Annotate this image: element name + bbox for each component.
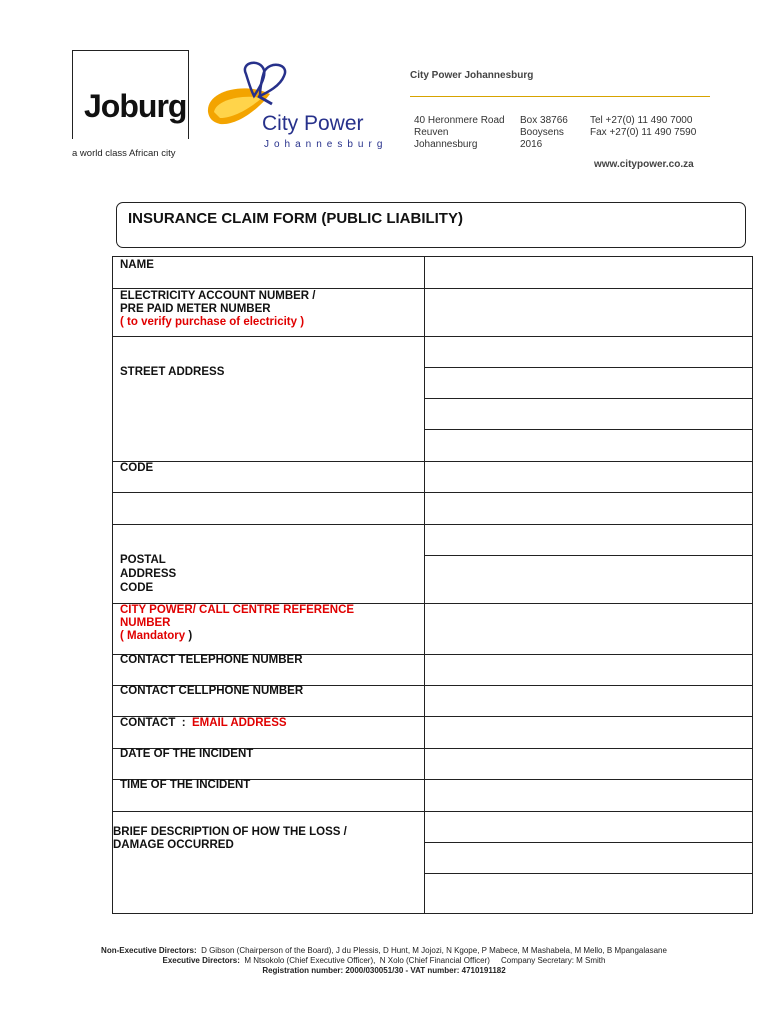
mandatory-note: ( Mandatory (120, 630, 186, 642)
joburg-logo: Joburg (84, 88, 187, 124)
reference-number-input[interactable] (425, 604, 751, 654)
postal-address-label: POSTAL ADDRESS CODE (120, 554, 177, 594)
description-input[interactable] (425, 812, 751, 912)
row-divider (112, 492, 752, 493)
code-label: CODE (120, 462, 154, 474)
email-input[interactable] (425, 717, 751, 748)
cellphone-input[interactable] (425, 686, 751, 716)
incident-date-label: DATE OF THE INCIDENT (120, 748, 254, 760)
email-label: CONTACT : EMAIL ADDRESS (120, 717, 287, 729)
incident-time-label: TIME OF THE INCIDENT (120, 779, 251, 791)
org-name: City Power Johannesburg (410, 70, 534, 81)
incident-time-input[interactable] (425, 780, 751, 811)
account-note: ( to verify purchase of electricity ) (120, 316, 305, 328)
street-address-input[interactable] (425, 337, 751, 461)
cellphone-label: CONTACT CELLPHONE NUMBER (120, 685, 304, 697)
account-number-input[interactable] (425, 289, 751, 336)
city-power-subtitle: Johannesburg (264, 139, 388, 150)
joburg-tagline: a world class African city (72, 148, 176, 159)
po-box-block: Box 38766 Booysens 2016 (520, 115, 568, 150)
tel-number: Tel +27(0) 11 490 7000 (590, 115, 693, 126)
incident-date-input[interactable] (425, 749, 751, 779)
website-link[interactable]: www.citypower.co.za (594, 159, 694, 170)
telephone-input[interactable] (425, 655, 751, 685)
page-footer: Non-Executive Directors: D Gibson (Chairperson of the Board), J du Plessis, D Hunt, M Jojozi, N Kgope, P Mabece, M Mashabela, M Mello, B Mpangalasane Executive Directors: M Ntsokolo (Chief Executive Officer), N Xolo (Chief Financial Officer) Company Secretary: M Smith Registration number: 2000/030051/30 - VAT number: 4710191182 (101, 946, 667, 975)
account-label: ELECTRICITY ACCOUNT NUMBER / PRE PAID METER NUMBER ( to verify purchase of electricity ) (120, 290, 316, 328)
registration-info: Registration number: 2000/030051/30 - VAT number: 4710191182 (262, 966, 506, 975)
street-address-block: 40 Heronmere Road Reuven Johannesburg (414, 115, 505, 150)
name-input[interactable] (425, 257, 751, 288)
telephone-label: CONTACT TELEPHONE NUMBER (120, 654, 303, 666)
header-divider (410, 96, 710, 97)
fax-number: Fax +27(0) 11 490 7590 (590, 127, 697, 138)
reference-number-label: CITY POWER/ CALL CENTRE REFERENCE NUMBER ( Mandatory ) (120, 604, 355, 642)
phone-block (590, 115, 696, 139)
postal-address-input[interactable] (425, 525, 751, 603)
description-label: BRIEF DESCRIPTION OF HOW THE LOSS / DAMAGE OCCURRED (113, 826, 347, 851)
street-address-label: STREET ADDRESS (120, 366, 225, 378)
form-title: INSURANCE CLAIM FORM (PUBLIC LIABILITY) (128, 210, 463, 227)
code-input[interactable] (425, 462, 751, 492)
name-label: NAME (120, 259, 154, 271)
city-power-wordmark: City Power (262, 112, 364, 135)
